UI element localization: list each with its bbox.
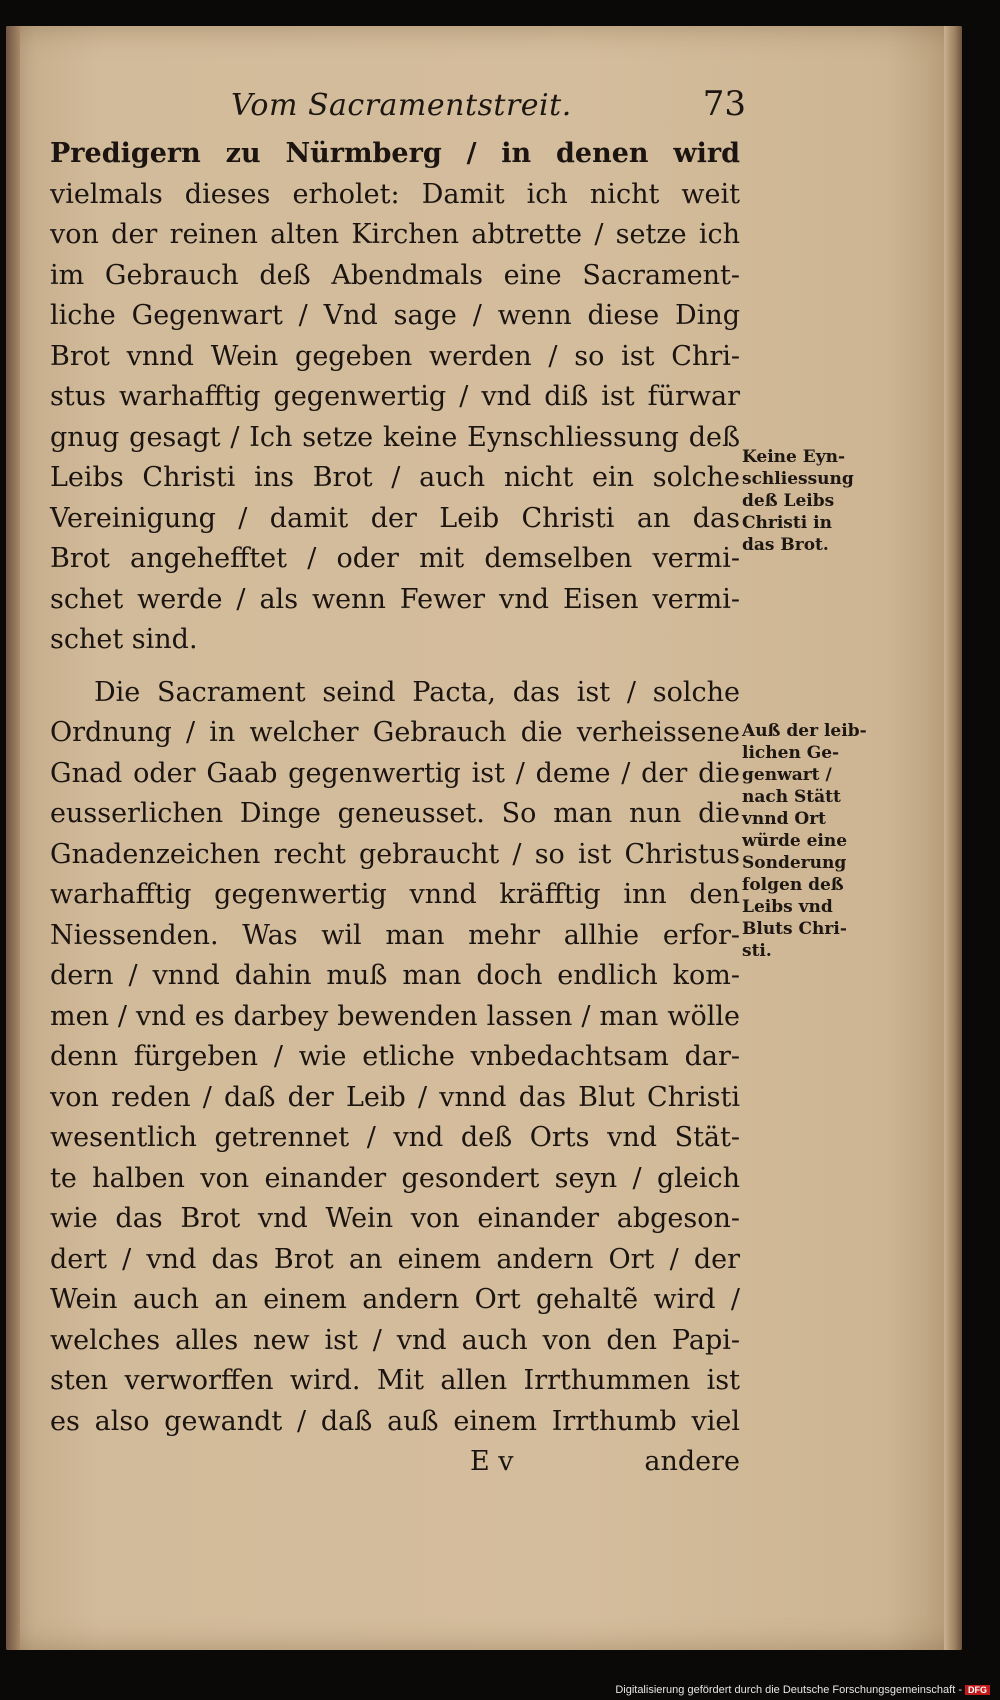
text-line: Wein auch an einem andern Ort gehaltẽ wird /: [50, 1284, 740, 1315]
marginal-note-line: schliessung: [742, 469, 854, 489]
credit-text: Digitalisierung gefördert durch die Deutsche Forschungsgemeinschaft -: [615, 1684, 962, 1696]
book-page: [6, 26, 962, 1650]
text-line: schet werde / als wenn Fewer vnd Eisen vermi-: [50, 583, 740, 615]
signature-mark: E v: [470, 1446, 514, 1477]
marginal-note-line: Christi in: [742, 513, 832, 533]
marginal-note-line: Sonderung: [742, 853, 847, 873]
text-line: im Gebrauch deß Abendmals eine Sacrament-: [50, 259, 740, 291]
text-line: wesentlich getrennet / vnd deß Orts vnd Stät-: [50, 1122, 740, 1153]
marginal-note-line: sti.: [742, 941, 772, 961]
text-line: Gnadenzeichen recht gebraucht / so ist Christus: [50, 838, 740, 870]
text-line: Brot angehefftet / oder mit demselben vermi-: [50, 543, 740, 574]
text-line: von reden / daß der Leib / vnnd das Blut Christi: [50, 1081, 740, 1113]
body-text: [50, 134, 740, 1482]
text-line: Ordnung / in welcher Gebrauch die verheissene: [50, 717, 740, 748]
marginal-note-line: Auß der leib-: [742, 721, 867, 741]
text-line: gnug gesagt / Ich setze keine Eynschliessung deß: [50, 421, 740, 453]
text-line: liche Gegenwart / Vnd sage / wenn diese Ding: [50, 300, 740, 331]
text-line: welches alles new ist / vnd auch von den Papi-: [50, 1324, 740, 1356]
marginal-note: [742, 446, 892, 556]
marginal-note-line: nach Stätt: [742, 787, 841, 807]
marginal-note-line: vnnd Ort: [742, 809, 827, 829]
marginal-note-line: das Brot.: [742, 535, 829, 555]
text-line: es also gewandt / daß auß einem Irrthumb viel: [50, 1405, 740, 1437]
paragraph-gap: [50, 661, 740, 673]
text-line: Die Sacrament seind Pacta, das ist / solche: [94, 676, 740, 708]
text-line: Brot vnnd Wein gegeben werden / so ist Chri-: [50, 340, 740, 372]
text-line: eusserlichen Dinge geneusset. So man nun die: [50, 798, 740, 829]
page-header: [66, 84, 746, 134]
scan-footer: [0, 1650, 1000, 1700]
marginal-note-line: würde eine: [742, 831, 848, 851]
page-gutter-shadow: [6, 26, 20, 1650]
catchword: andere: [644, 1446, 740, 1477]
marginal-note-line: Keine Eyn-: [742, 447, 846, 467]
digitization-credit: [615, 1684, 990, 1696]
marginal-note: [742, 720, 892, 962]
catch-line: [50, 1442, 740, 1482]
dfg-logo: DFG: [965, 1685, 990, 1695]
running-title: Vom Sacramentstreit.: [231, 88, 572, 123]
text-line: wie das Brot vnd Wein von einander abgeson-: [50, 1203, 740, 1234]
marginal-note-line: lichen Ge-: [742, 743, 840, 763]
page-edge: [944, 26, 962, 1650]
text-line: denn fürgeben / wie etliche vnbedachtsam dar-: [50, 1041, 740, 1072]
text-line: vielmals dieses erholet: Damit ich nicht weit: [50, 178, 740, 210]
text-line: dert / vnd das Brot an einem andern Ort / der: [50, 1243, 740, 1275]
text-line: sten verworffen wird. Mit allen Irrthummen ist: [50, 1365, 740, 1396]
text-line: te halben von einander gesondert seyn / gleich: [50, 1162, 740, 1194]
text-line: dern / vnnd dahin muß man doch endlich kom-: [50, 960, 740, 991]
text-line: stus warhafftig gegenwertig / vnd diß ist fürwar: [50, 381, 740, 412]
text-line: von der reinen alten Kirchen abtrette / setze ich: [50, 219, 740, 250]
text-line: Predigern zu Nürmberg / in denen wird: [50, 138, 740, 169]
text-line: Vereinigung / damit der Leib Christi an das: [50, 502, 740, 534]
marginal-note-line: Leibs vnd: [742, 897, 833, 917]
page-number: 73: [702, 84, 746, 124]
text-line: Niessenden. Was wil man mehr allhie erfor-: [50, 919, 740, 951]
marginal-note-line: deß Leibs: [742, 491, 835, 511]
marginal-note-line: genwart /: [742, 765, 832, 785]
marginal-note-line: Bluts Chri-: [742, 919, 847, 939]
text-line: schet sind.: [50, 624, 198, 655]
text-line: Gnad oder Gaab gegenwertig ist / deme / der die: [50, 757, 740, 789]
text-line: men / vnd es darbey bewenden lassen / man wölle: [50, 1000, 740, 1032]
text-line: Leibs Christi ins Brot / auch nicht ein solche: [50, 462, 740, 493]
marginal-note-line: folgen deß: [742, 875, 844, 895]
text-line: warhafftig gegenwertig vnnd kräfftig inn den: [50, 879, 740, 910]
